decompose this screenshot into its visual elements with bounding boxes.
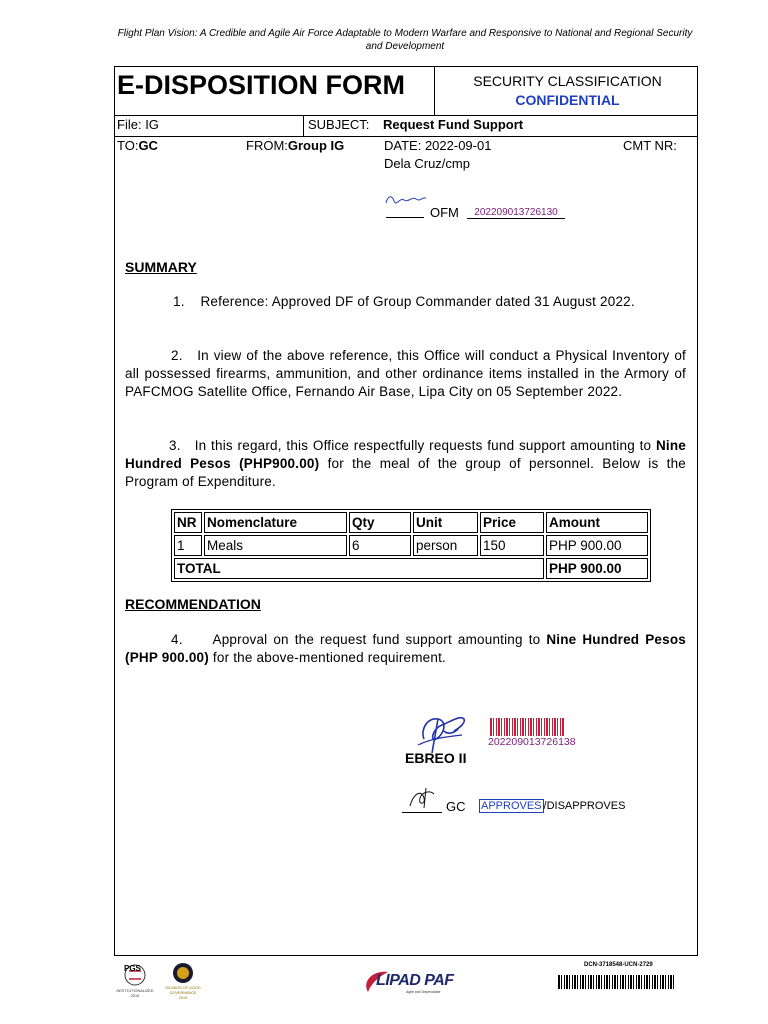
total-value: PHP 900.00 <box>546 558 648 579</box>
date-value: 2022-09-01 <box>424 138 492 153</box>
approval-options <box>479 800 625 812</box>
date-label: DATE: <box>384 138 422 153</box>
pgs-text: PGS <box>124 964 141 973</box>
ofm-signature-line <box>386 217 424 218</box>
approves-option[interactable]: APPROVES <box>481 800 542 812</box>
subject-value: Request Fund Support <box>383 117 524 132</box>
to-value: GC <box>138 138 158 153</box>
paragraph-text: for the above-mentioned requirement. <box>212 650 446 665</box>
cmt-label: CMT NR: <box>623 138 677 153</box>
signatory-name: EBREO II <box>405 750 467 766</box>
paragraph-number: 3. <box>169 438 181 453</box>
recommendation-heading: RECOMMENDATION <box>125 596 261 612</box>
file-value: IG <box>145 117 159 132</box>
gc-signature-line <box>402 812 442 813</box>
ofm-initial-signature <box>384 193 428 207</box>
header-amount: Amount <box>546 512 648 533</box>
table-row <box>174 535 648 556</box>
author-initials: Dela Cruz/cmp <box>384 156 470 171</box>
from-label: FROM: <box>246 138 288 153</box>
barcode-bar <box>674 975 676 989</box>
paragraph-number: 1. <box>173 294 185 309</box>
cell-amount: PHP 900.00 <box>546 535 648 556</box>
header-price: Price <box>480 512 544 533</box>
gc-initial-signature <box>404 786 444 812</box>
paragraph-text: In this regard, this Office respectfully requests fund support amounting to <box>194 438 652 453</box>
logo-tagline: Agile and Dependable <box>406 990 441 994</box>
pgs-logo <box>117 962 153 1002</box>
from-field <box>246 138 344 153</box>
form-title: E-DISPOSITION FORM <box>117 70 406 100</box>
header-nr: NR <box>174 512 202 533</box>
header-qty: Qty <box>349 512 411 533</box>
paragraph-text: for the meal of the group of personnel. Below is the Program of Expenditure. <box>125 456 686 489</box>
lipad-paf-logo <box>362 968 482 996</box>
cell-nr: 1 <box>174 535 202 556</box>
summary-paragraph-3 <box>125 437 686 491</box>
security-classification-value: CONFIDENTIAL <box>515 92 620 108</box>
seal-caption: ISLANDS OF GOOD GOVERNANCE 2019 <box>165 986 201 1000</box>
disapproves-option[interactable]: /DISAPPROVES <box>543 800 626 812</box>
file-field <box>117 117 159 132</box>
expenditure-table <box>171 509 651 582</box>
summary-paragraph-2 <box>125 347 686 401</box>
subject-label: SUBJECT: <box>308 117 370 132</box>
recommendation-paragraph <box>125 631 686 667</box>
gc-label: GC <box>446 799 466 814</box>
pgs-caption: INSTITUTIONALIZED 2019 <box>116 989 154 998</box>
amount-words: Nine Hundred Pesos (PHP 900.00) <box>125 632 686 665</box>
from-value: Group IG <box>287 138 345 153</box>
subject-field <box>308 117 523 132</box>
barcode-bar <box>564 718 565 736</box>
header-unit: Unit <box>413 512 478 533</box>
total-label: TOTAL <box>174 558 544 579</box>
signature-barcode <box>490 718 584 736</box>
footer-barcode <box>558 975 693 989</box>
vision-statement: Flight Plan Vision: A Credible and Agile Air Force Adaptable to Modern Warfare and Responsive to National and Regional Security and Development <box>117 28 693 52</box>
dcn-code: DCN-3718548-UCN-2729 <box>584 962 653 968</box>
logo-text: LIPAD PAF <box>376 972 454 989</box>
date-field <box>384 138 491 153</box>
ofm-label: OFM <box>430 205 459 220</box>
to-label: TO: <box>117 138 139 153</box>
seal-icon <box>164 962 202 986</box>
paragraph-number: 4. <box>171 632 183 647</box>
governance-seal <box>164 962 202 1002</box>
signature-barcode-code: 202209013726138 <box>488 736 576 748</box>
cell-price: 150 <box>480 535 544 556</box>
summary-paragraph-1 <box>125 293 686 311</box>
security-classification-label: SECURITY CLASSIFICATION <box>473 73 662 89</box>
cell-unit: person <box>413 535 478 556</box>
amount-words: Nine Hundred Pesos (PHP900.00) <box>125 438 687 471</box>
cell-nomenclature: Meals <box>204 535 347 556</box>
ofm-code: 202209013726130 <box>467 207 565 219</box>
table-total-row <box>174 558 648 579</box>
summary-heading: SUMMARY <box>125 259 197 275</box>
cell-qty: 6 <box>349 535 411 556</box>
file-label: File: <box>117 117 142 132</box>
header-nomenclature: Nomenclature <box>204 512 347 533</box>
paragraph-text: Approval on the request fund support amounting to <box>212 632 541 647</box>
paragraph-text: In view of the above reference, this Office will conduct a Physical Inventory of all possessed firearms, ammunition, and other ordinance items installed in the Armory of PAFCMOG Satellite Office, Fernando Air Base, Lipa City on 05 September 2022. <box>125 348 687 399</box>
table-header-row <box>174 512 648 533</box>
paragraph-text: Reference: Approved DF of Group Commander dated 31 August 2022. <box>200 294 635 309</box>
to-field <box>117 138 158 153</box>
paragraph-number: 2. <box>171 348 183 363</box>
